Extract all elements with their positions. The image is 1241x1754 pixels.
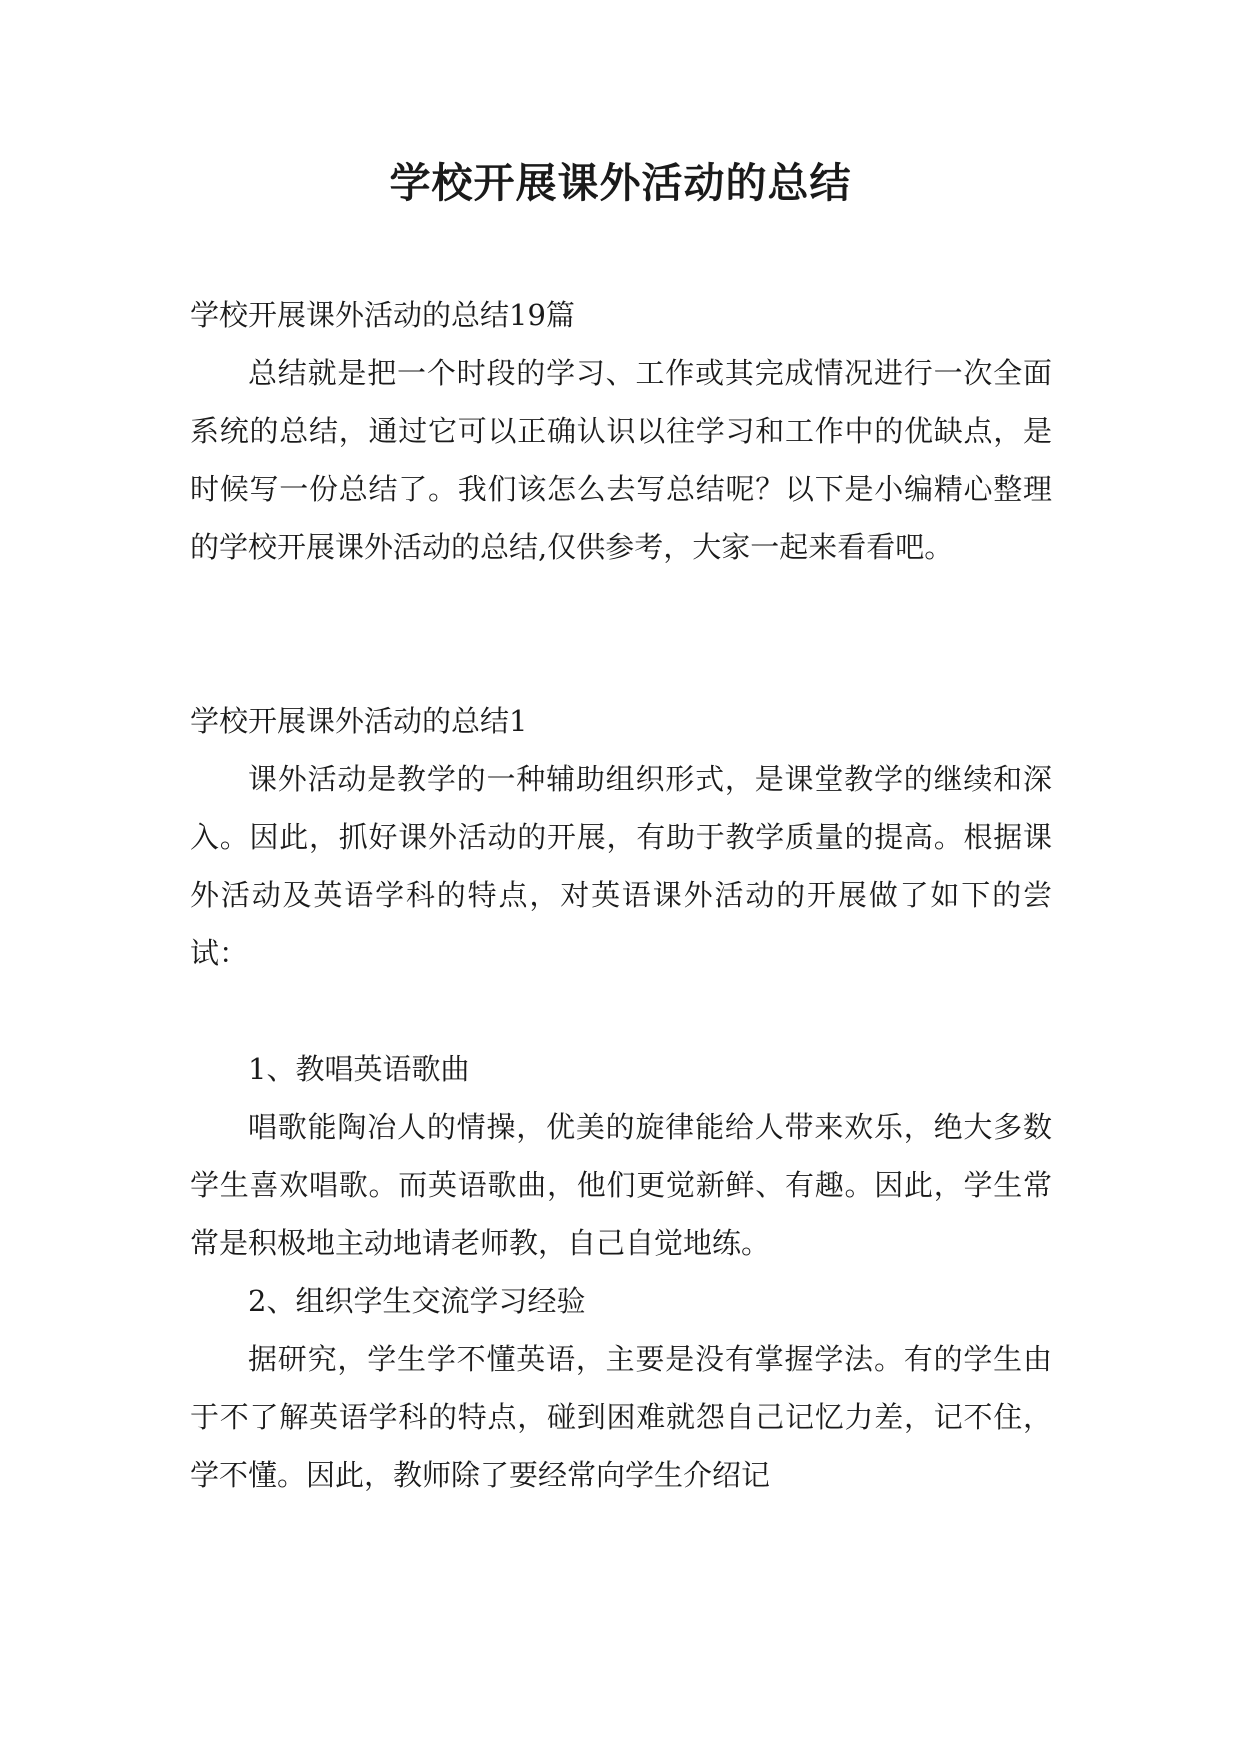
spacer (190, 576, 1052, 692)
item-paragraph: 据研究，学生学不懂英语，主要是没有掌握学法。有的学生由于不了解英语学科的特点，碰到困难就怨自己记忆力差，记不住，学不懂。因此，教师除了要经常向学生介绍记 (190, 1342, 1052, 1492)
intro-paragraph: 总结就是把一个时段的学习、工作或其完成情况进行一次全面系统的总结，通过它可以正确认识以往学习和工作中的优缺点，是时候写一份总结了。我们该怎么去写总结呢？以下是小编精心整理的学校开展课外活动的总结,仅供参考，大家一起来看看吧。 (190, 356, 1052, 564)
document-body (190, 286, 1052, 1504)
section-paragraph: 课外活动是教学的一种辅助组织形式，是课堂教学的继续和深入。因此，抓好课外活动的开展，有助于教学质量的提高。根据课外活动及英语学科的特点，对英语课外活动的开展做了如下的尝试： (190, 762, 1052, 970)
spacer (190, 982, 1052, 1040)
section-heading: 学校开展课外活动的总结1 (190, 704, 528, 738)
document-title: 学校开展课外活动的总结 (389, 159, 852, 207)
item-heading: 1、教唱英语歌曲 (248, 1052, 470, 1086)
item-paragraph: 唱歌能陶冶人的情操，优美的旋律能给人带来欢乐，绝大多数学生喜欢唱歌。而英语歌曲，他们更觉新鲜、有趣。因此，学生常常是积极地主动地请老师教，自己自觉地练。 (190, 1110, 1052, 1260)
document-subtitle: 学校开展课外活动的总结19篇 (190, 298, 575, 332)
item-heading: 2、组织学生交流学习经验 (248, 1284, 586, 1318)
